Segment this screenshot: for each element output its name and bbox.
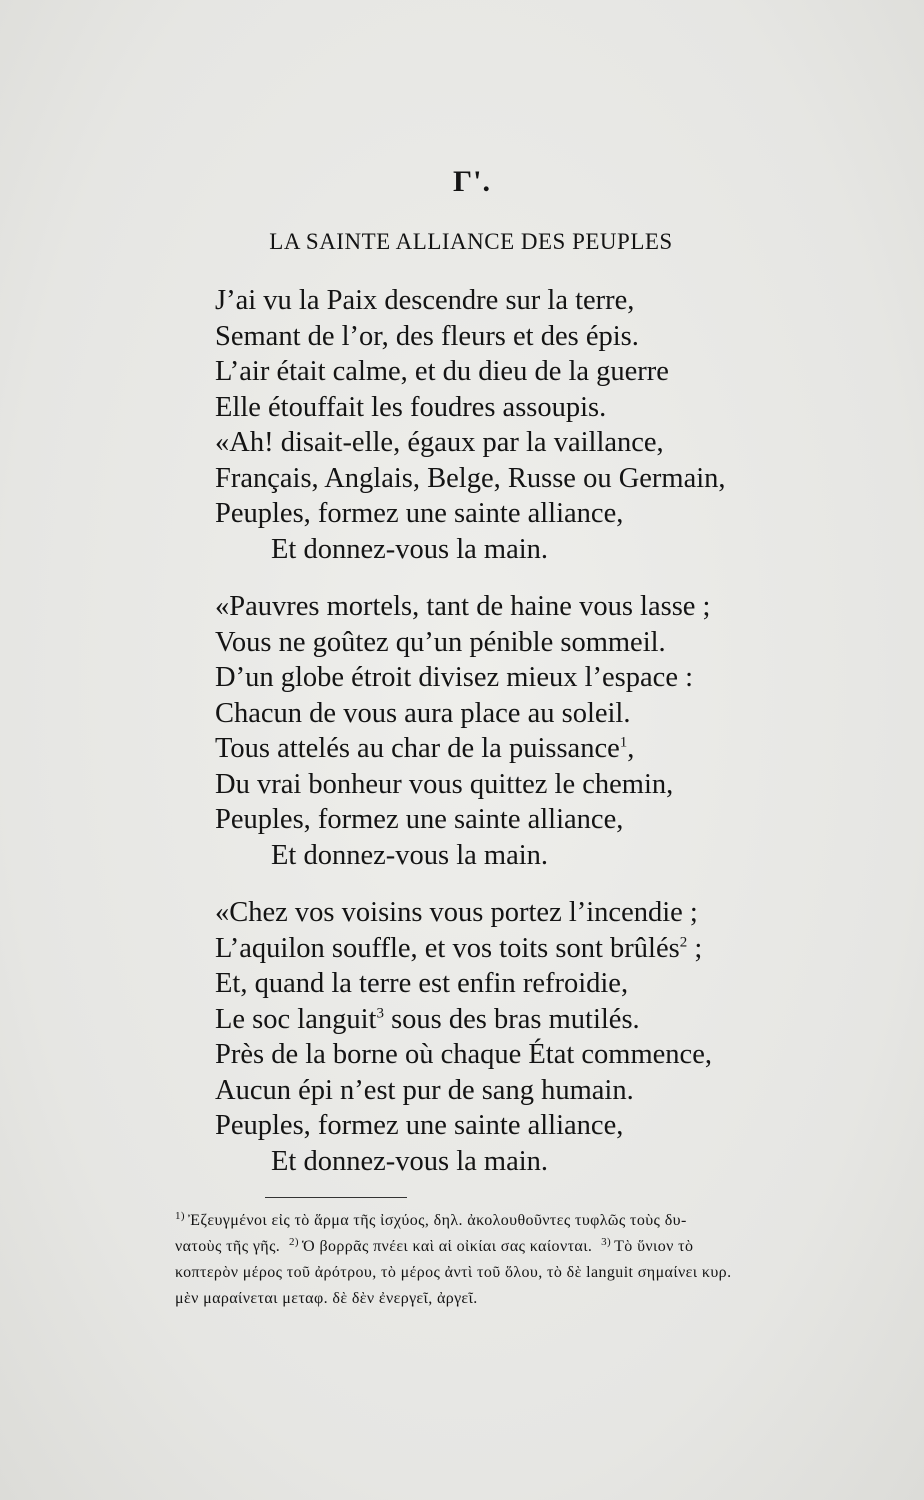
verse-line: Et, quand la terre est enfin refroidie, (215, 968, 629, 999)
footnote-mark: 1) (175, 1209, 185, 1222)
verse-text: Tous attelés au char de la puissance (215, 733, 620, 764)
footnote-mark: 3) (601, 1235, 612, 1248)
verse-line: Vous ne goûtez qu’un pénible sommeil. (215, 626, 666, 658)
verse-line: Peuples, formez une sainte alliance, (215, 804, 624, 835)
verse-line: «Chez vos voisins vous portez l’incendie ; (215, 897, 698, 928)
verse-line: Chacun de vous aura place au soleil. (215, 697, 631, 729)
verse-line: Français, Anglais, Belge, Russe ou Germain, (215, 462, 726, 494)
poem-body (215, 283, 855, 1201)
verse-line: Peuples, formez une sainte alliance, (215, 1110, 624, 1141)
verse-line: «Ah! disait-elle, égaux par la vaillance, (215, 427, 664, 458)
verse-line: J’ai vu la Paix descendre sur la terre, (215, 285, 635, 316)
verse-line: Elle étouffait les foudres assoupis. (215, 391, 607, 423)
footnote-text: Ὁ βορρᾶς πνέει καὶ αἱ οἰκίαι σας καίονται. (302, 1238, 593, 1255)
verse-line: L’air était calme, et du dieu de la guerre (215, 356, 669, 387)
footnote-line (175, 1234, 865, 1260)
verse-text: Le soc languit (215, 1003, 377, 1035)
footnote-line: μὲν μαραίνεται μεταφ. δὲ δὲν ἐνεργεῖ, ἀργεῖ. (175, 1290, 478, 1307)
stanza-2 (215, 589, 855, 873)
verse-line-with-note (215, 931, 855, 967)
verse-line-with-note (215, 1002, 855, 1038)
footnote-ref: 3 (376, 1005, 384, 1021)
verse-text-tail: sous des bras mutilés. (383, 1003, 640, 1035)
verse-line: «Pauvres mortels, tant de haine vous lasse ; (215, 591, 711, 622)
footnotes (175, 1208, 865, 1312)
verse-text-tail: ; (687, 932, 703, 964)
verse-line: D’un globe étroit divisez mieux l’espace : (215, 662, 694, 693)
verse-line: Près de la borne où chaque État commence, (215, 1039, 712, 1070)
stanza-1 (215, 283, 855, 567)
verse-text: L’aquilon souffle, et vos toits sont brûlés (215, 932, 680, 964)
refrain-line: Et donnez-vous la main. (271, 533, 549, 565)
verse-line: Aucun épi n’est pur de sang humain. (215, 1074, 634, 1106)
section-number: Γ'. (453, 165, 491, 198)
verse-line-with-note (215, 731, 855, 767)
verse-line: Semant de l’or, des fleurs et des épis. (215, 320, 639, 352)
footnote-divider (265, 1197, 407, 1198)
refrain-line: Et donnez-vous la main. (271, 1145, 549, 1177)
footnote-text: Τὸ ὕνιον τὸ (614, 1238, 694, 1255)
verse-line: Peuples, formez une sainte alliance, (215, 498, 624, 529)
footnote-text: νατοὺς τῆς γῆς. (175, 1238, 281, 1255)
footnote-ref: 1 (619, 734, 628, 751)
stanza-3 (215, 895, 855, 1179)
footnote-ref: 2 (679, 934, 688, 950)
footnote-line: κοπτερὸν μέρος τοῦ ἀρότρου, τὸ μέρος ἀντὶ τοῦ ὅλου, τὸ δὲ languit σημαίνει κυρ. (175, 1264, 732, 1281)
footnote-mark: 2) (289, 1235, 299, 1248)
poem-title: LA SAINTE ALLIANCE DES PEUPLES (269, 229, 673, 254)
footnote-line (175, 1208, 865, 1234)
verse-text-tail: , (627, 733, 635, 764)
refrain-line: Et donnez-vous la main. (271, 839, 549, 871)
verse-line: Du vrai bonheur vous quittez le chemin, (215, 768, 674, 800)
footnote-text: Ἐζευγμένοι εἰς τὸ ἅρμα τῆς ἰσχύος, δηλ. ἀκολουθοῦντες τυφλῶς τοὺς δυ- (187, 1212, 687, 1229)
